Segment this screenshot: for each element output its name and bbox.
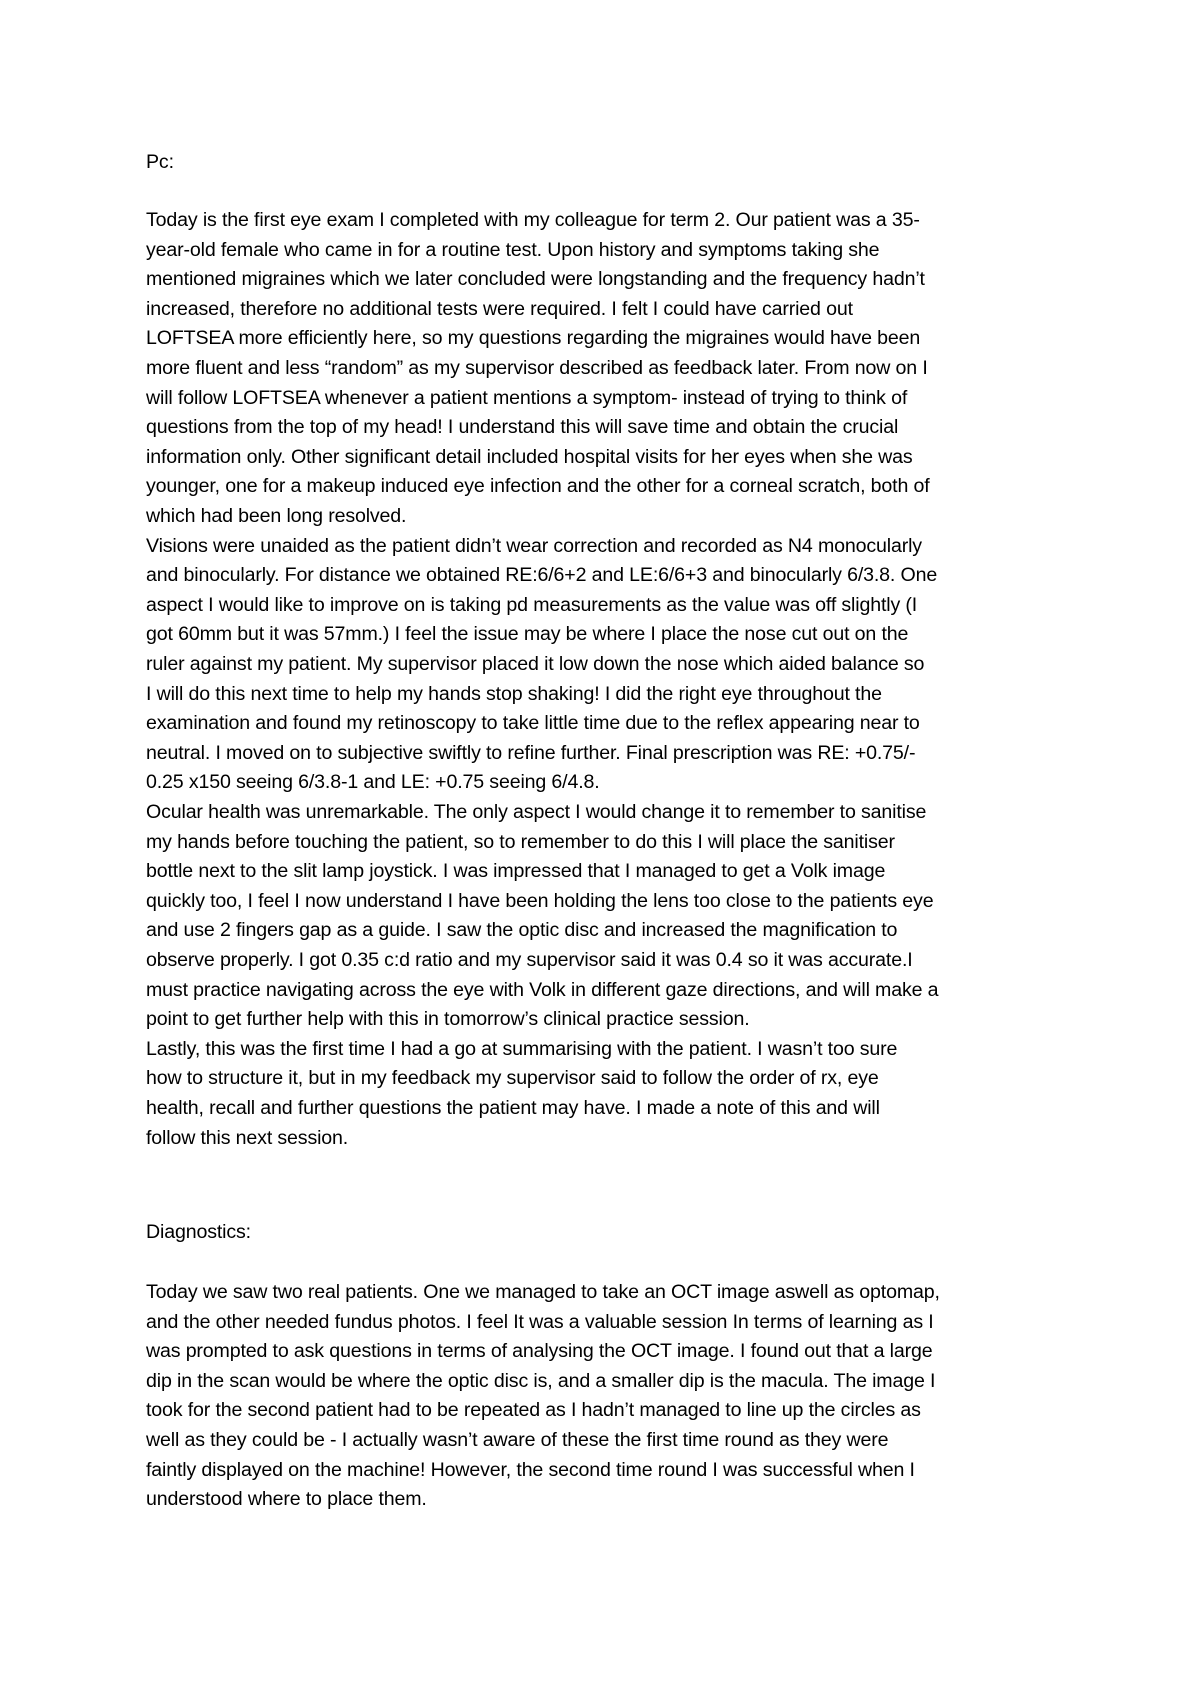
diagnostics-text-line: well as they could be - I actually wasn’t aware of these the first time round as they were — [146, 1429, 889, 1451]
pc-text-line: neutral. I moved on to subjective swiftly to refine further. Final prescription was RE: +0.75/- — [146, 741, 916, 764]
pc-text-line: information only. Other significant detail included hospital visits for her eyes when she was — [146, 445, 913, 468]
pc-text-line: younger, one for a makeup induced eye infection and the other for a corneal scratch, both of — [146, 475, 930, 498]
pc-text-line: must practice navigating across the eye with Volk in different gaze directions, and will make a — [146, 978, 939, 1001]
pc-text-line: health, recall and further questions the patient may have. I made a note of this and will — [146, 1097, 880, 1119]
pc-text-line: how to structure it, but in my feedback my supervisor said to follow the order of rx, eye — [146, 1067, 879, 1090]
section-heading-diagnostics: Diagnostics: — [146, 1221, 251, 1243]
pc-text-line: LOFTSEA more efficiently here, so my questions regarding the migraines would have been — [146, 327, 921, 350]
pc-text-line: will follow LOFTSEA whenever a patient mentions a symptom- instead of trying to think of — [146, 386, 908, 409]
pc-text-line: Lastly, this was the first time I had a go at summarising with the patient. I wasn’t too sure — [146, 1037, 898, 1060]
pc-text-line: mentioned migraines which we later concluded were longstanding and the frequency hadn’t — [146, 268, 925, 291]
pc-text-line: more fluent and less “random” as my supervisor described as feedback later. From now on I — [146, 357, 928, 379]
pc-text-line: and use 2 fingers gap as a guide. I saw the optic disc and increased the magnification to — [146, 919, 898, 942]
pc-text-line: point to get further help with this in tomorrow’s clinical practice session. — [146, 1008, 750, 1031]
pc-text-line: 0.25 x150 seeing 6/3.8-1 and LE: +0.75 seeing 6/4.8. — [146, 771, 600, 794]
pc-text-line: got 60mm but it was 57mm.) I feel the issue may be where I place the nose cut out on the — [146, 623, 909, 646]
diagnostics-text-line: took for the second patient had to be repeated as I hadn’t managed to line up the circles as — [146, 1399, 921, 1422]
pc-text-line: and binocularly. For distance we obtained RE:6/6+2 and LE:6/6+3 and binocularly 6/3.8. One — [146, 564, 938, 587]
pc-text-line: aspect I would like to improve on is taking pd measurements as the value was off slightly (I — [146, 593, 918, 616]
pc-text-line: Ocular health was unremarkable. The only aspect I would change it to remember to sanitise — [146, 801, 927, 823]
pc-text-line: questions from the top of my head! I understand this will save time and obtain the crucial — [146, 416, 899, 439]
pc-text-line: my hands before touching the patient, so to remember to do this I will place the sanitiser — [146, 830, 895, 853]
diagnostics-text-line: and the other needed fundus photos. I feel It was a valuable session In terms of learning as I — [146, 1310, 934, 1333]
pc-text-line: bottle next to the slit lamp joystick. I was impressed that I managed to get a Volk image — [146, 860, 886, 883]
pc-text-line: observe properly. I got 0.35 c:d ratio and my supervisor said it was 0.4 so it was accurate.I — [146, 949, 913, 971]
pc-text-line: follow this next session. — [146, 1126, 349, 1149]
diagnostics-text-line: faintly displayed on the machine! However, the second time round I was successful when I — [146, 1458, 915, 1481]
diagnostics-text-line: understood where to place them. — [146, 1488, 427, 1511]
pc-text-line: increased, therefore no additional tests were required. I felt I could have carried out — [146, 297, 853, 320]
section-heading-pc: Pc: — [146, 151, 174, 173]
pc-text-line: I will do this next time to help my hands stop shaking! I did the right eye throughout the — [146, 682, 882, 705]
pc-text-line: ruler against my patient. My supervisor placed it low down the nose which aided balance so — [146, 653, 925, 675]
pc-text-line: which had been long resolved. — [146, 505, 407, 527]
pc-text-line: Today is the first eye exam I completed with my colleague for term 2. Our patient was a 35- — [146, 209, 920, 231]
pc-text-line: quickly too, I feel I now understand I have been holding the lens too close to the patients eye — [146, 889, 934, 912]
pc-text-line: Visions were unaided as the patient didn’t wear correction and recorded as N4 monocularly — [146, 534, 922, 557]
diagnostics-text-line: Today we saw two real patients. One we managed to take an OCT image aswell as optomap, — [146, 1281, 940, 1303]
pc-text-line: examination and found my retinoscopy to take little time due to the reflex appearing near to — [146, 712, 920, 735]
pc-text-line: year-old female who came in for a routine test. Upon history and symptoms taking she — [146, 238, 880, 261]
diagnostics-text-line: was prompted to ask questions in terms of analysing the OCT image. I found out that a large — [146, 1340, 933, 1363]
diagnostics-text-line: dip in the scan would be where the optic disc is, and a smaller dip is the macula. The image I — [146, 1369, 936, 1392]
